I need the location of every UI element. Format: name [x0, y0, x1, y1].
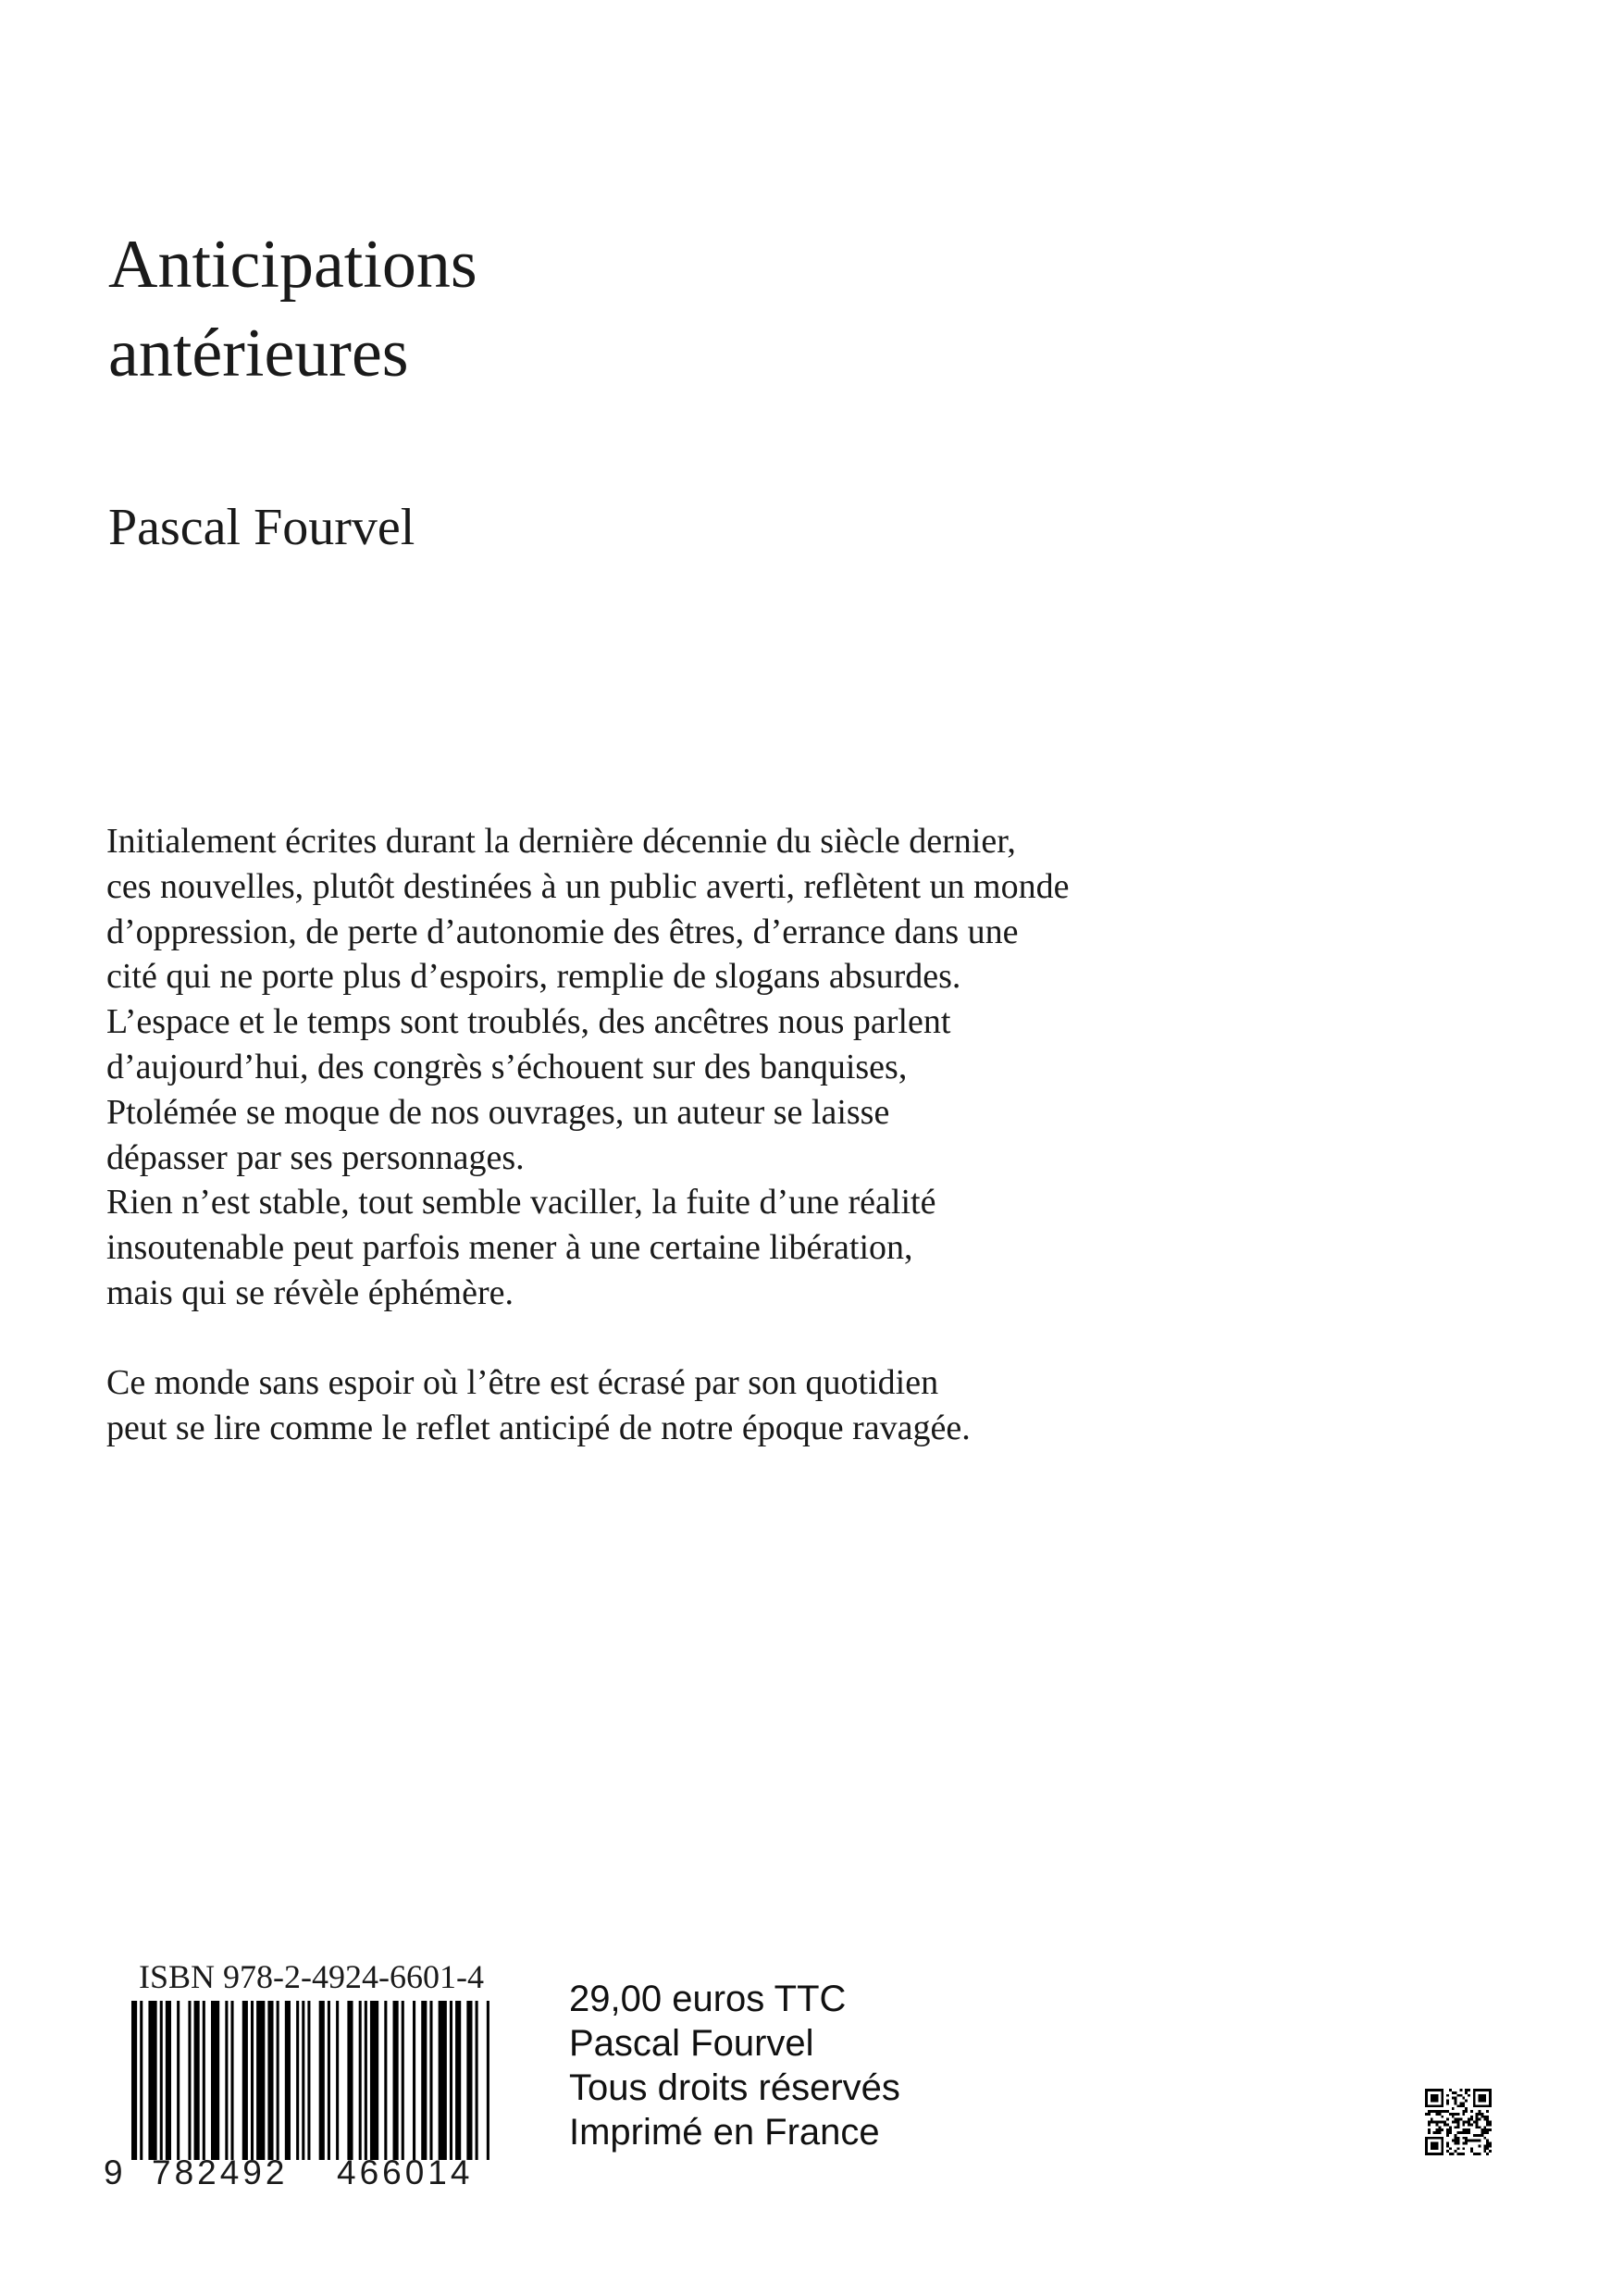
qr-module	[1449, 2147, 1452, 2150]
qr-module	[1428, 2121, 1431, 2124]
barcode-bar	[421, 2001, 427, 2160]
qr-module	[1455, 2126, 1457, 2128]
qr-module	[1457, 2147, 1460, 2150]
qr-module	[1436, 2113, 1439, 2116]
qr-module	[1476, 2140, 1479, 2142]
qr-module	[1465, 2100, 1468, 2103]
barcode-bar	[439, 2001, 447, 2160]
qr-module	[1465, 2137, 1468, 2140]
barcode-bar	[413, 2001, 415, 2160]
qr-module	[1438, 2131, 1441, 2134]
qr-module	[1465, 2142, 1468, 2145]
barcode-bar	[267, 2001, 273, 2160]
qr-module	[1446, 2142, 1449, 2145]
barcode-bars	[131, 2001, 492, 2160]
qr-module	[1479, 2094, 1487, 2103]
barcode-bar	[296, 2001, 299, 2160]
qr-module	[1462, 2131, 1465, 2134]
barcode-bar	[256, 2001, 265, 2160]
qr-module	[1483, 2128, 1486, 2131]
qr-module	[1486, 2147, 1489, 2150]
qr-module	[1486, 2140, 1489, 2142]
qr-module	[1431, 2142, 1439, 2151]
blurb-line: L’espace et le temps sont troublés, des ancêtres nous parlent	[106, 1002, 951, 1042]
qr-module	[1455, 2091, 1457, 2094]
qr-module	[1428, 2128, 1431, 2131]
barcode-bar	[365, 2001, 367, 2160]
qr-module	[1452, 2107, 1455, 2110]
qr-module	[1457, 2094, 1460, 2097]
qr-module	[1452, 2121, 1455, 2124]
barcode-bar	[242, 2001, 248, 2160]
qr-module	[1468, 2131, 1470, 2134]
rights-notice: Tous droits réservés	[569, 2067, 900, 2108]
qr-module	[1476, 2118, 1479, 2121]
qr-module	[1446, 2150, 1449, 2153]
qr-module	[1441, 2121, 1443, 2124]
qr-module	[1457, 2153, 1460, 2155]
author-name: Pascal Fourvel	[108, 499, 415, 556]
qr-module	[1473, 2140, 1476, 2142]
qr-module	[1468, 2128, 1470, 2131]
barcode	[131, 2001, 492, 2160]
qr-module	[1465, 2089, 1468, 2091]
qr-module	[1455, 2113, 1457, 2116]
qr-module	[1449, 2113, 1452, 2116]
qr-module	[1470, 2110, 1473, 2113]
qr-module	[1470, 2116, 1473, 2118]
qr-module	[1457, 2123, 1460, 2126]
barcode-bar	[188, 2001, 191, 2160]
blurb-line: mais qui se révèle éphémère.	[106, 1272, 514, 1312]
price: 29,00 euros TTC	[569, 1979, 847, 2019]
qr-module	[1431, 2118, 1433, 2121]
qr-module	[1481, 2113, 1483, 2116]
barcode-bar	[402, 2001, 404, 2160]
barcode-bar	[160, 2001, 163, 2160]
qr-module	[1446, 2131, 1449, 2134]
qr-module	[1431, 2094, 1439, 2103]
publisher: Pascal Fourvel	[569, 2023, 814, 2064]
qr-module	[1459, 2131, 1462, 2134]
blurb-line: cité qui ne porte plus d’espoirs, remplie de slogans absurdes.	[106, 957, 961, 997]
qr-module	[1455, 2118, 1457, 2121]
qr-module	[1455, 2100, 1457, 2103]
qr-module	[1441, 2116, 1443, 2118]
barcode-bar	[285, 2001, 291, 2160]
barcode-bar	[328, 2001, 330, 2160]
barcode-bar	[455, 2001, 461, 2160]
book-title	[108, 220, 477, 398]
book-title-line-2: antérieures	[108, 316, 409, 391]
qr-module	[1438, 2121, 1441, 2124]
qr-module	[1462, 2110, 1465, 2113]
blurb-line: peut se lire comme le reflet anticipé de notre époque ravagée.	[106, 1408, 971, 1447]
barcode-bar	[487, 2001, 489, 2160]
qr-module	[1455, 2102, 1457, 2104]
barcode-bar	[194, 2001, 200, 2160]
qr-code	[1425, 2089, 1492, 2155]
qr-code-icon	[1425, 2089, 1492, 2155]
qr-module	[1457, 2126, 1460, 2128]
blurb-line: insoutenable peut parfois mener à une certaine libération,	[106, 1228, 913, 1268]
blurb-line: Rien n’est stable, tout semble vaciller, la fuite d’une réalité	[106, 1183, 936, 1222]
qr-module	[1476, 2153, 1479, 2155]
qr-module	[1476, 2126, 1479, 2128]
qr-module	[1457, 2140, 1460, 2142]
qr-module	[1483, 2144, 1486, 2147]
qr-module	[1479, 2144, 1481, 2147]
barcode-bar	[347, 2001, 353, 2160]
qr-module	[1481, 2128, 1483, 2131]
qr-module	[1443, 2110, 1446, 2113]
qr-module	[1462, 2142, 1465, 2145]
qr-module	[1486, 2123, 1489, 2126]
qr-module	[1465, 2140, 1468, 2142]
paragraph-gap	[106, 1316, 1309, 1360]
qr-module	[1479, 2140, 1481, 2142]
qr-module	[1479, 2110, 1481, 2113]
qr-module	[1443, 2121, 1446, 2124]
qr-module	[1486, 2131, 1489, 2134]
qr-module	[1476, 2134, 1479, 2137]
qr-module	[1446, 2118, 1449, 2121]
qr-module	[1486, 2144, 1489, 2147]
qr-module	[1431, 2121, 1433, 2124]
qr-module	[1433, 2121, 1436, 2124]
qr-module	[1459, 2102, 1462, 2104]
qr-module	[1465, 2121, 1468, 2124]
qr-module	[1455, 2140, 1457, 2142]
barcode-bar	[203, 2001, 205, 2160]
qr-module	[1483, 2116, 1486, 2118]
barcode-bar	[336, 2001, 339, 2160]
qr-module	[1470, 2147, 1473, 2150]
qr-module	[1465, 2107, 1468, 2110]
qr-module	[1457, 2104, 1460, 2107]
barcode-bar	[393, 2001, 399, 2160]
qr-module	[1428, 2110, 1431, 2113]
qr-module	[1489, 2150, 1492, 2153]
qr-module	[1457, 2118, 1460, 2121]
barcode-bar	[429, 2001, 432, 2160]
qr-module	[1428, 2131, 1431, 2134]
qr-module	[1473, 2153, 1476, 2155]
blurb-line: Initialement écrites durant la dernière décennie du siècle dernier,	[106, 822, 1016, 861]
qr-module	[1473, 2121, 1476, 2124]
qr-module	[1449, 2131, 1452, 2134]
qr-module	[1425, 2113, 1428, 2116]
qr-module	[1449, 2126, 1452, 2128]
qr-module	[1446, 2123, 1449, 2126]
qr-module	[1449, 2153, 1452, 2155]
qr-module	[1483, 2131, 1486, 2134]
qr-module	[1446, 2110, 1449, 2113]
qr-module	[1446, 2102, 1449, 2104]
qr-module	[1476, 2113, 1479, 2116]
barcode-bar	[277, 2001, 279, 2160]
qr-module	[1438, 2128, 1441, 2131]
barcode-bar	[148, 2001, 156, 2160]
qr-module	[1428, 2123, 1431, 2126]
qr-module	[1486, 2128, 1489, 2131]
qr-module	[1459, 2118, 1462, 2121]
barcode-bar	[177, 2001, 180, 2160]
qr-module	[1489, 2123, 1492, 2126]
qr-module	[1483, 2126, 1486, 2128]
qr-module	[1479, 2126, 1481, 2128]
qr-module	[1489, 2128, 1492, 2131]
qr-module	[1459, 2104, 1462, 2107]
qr-module	[1479, 2153, 1481, 2155]
ean-left-group: 782492	[152, 2153, 289, 2191]
qr-module	[1468, 2121, 1470, 2124]
qr-module	[1436, 2110, 1439, 2113]
qr-module	[1436, 2123, 1439, 2126]
qr-module	[1455, 2142, 1457, 2145]
qr-module	[1455, 2150, 1457, 2153]
qr-module	[1462, 2123, 1465, 2126]
qr-module	[1479, 2118, 1481, 2121]
qr-module	[1459, 2094, 1462, 2097]
qr-module	[1468, 2140, 1470, 2142]
qr-module	[1457, 2142, 1460, 2145]
blurb-line: dépasser par ses personnages.	[106, 1137, 525, 1177]
qr-module	[1433, 2131, 1436, 2134]
book-title-line-1: Anticipations	[108, 227, 477, 303]
barcode-bar	[307, 2001, 310, 2160]
qr-module	[1457, 2113, 1460, 2116]
qr-module	[1452, 2153, 1455, 2155]
qr-module	[1455, 2121, 1457, 2124]
blurb-line: Ptolémée se moque de nos ouvrages, un auteur se laisse	[106, 1092, 890, 1132]
qr-module	[1486, 2153, 1489, 2155]
qr-module	[1438, 2113, 1441, 2116]
qr-module	[1470, 2140, 1473, 2142]
barcode-bar	[251, 2001, 254, 2160]
barcode-bar	[225, 2001, 228, 2160]
qr-module	[1462, 2121, 1465, 2124]
blurb-line: ces nouvelles, plutôt destinées à un public averti, reflètent un monde	[106, 866, 1070, 906]
qr-module	[1446, 2144, 1449, 2147]
barcode-bar	[166, 2001, 171, 2160]
qr-module	[1481, 2134, 1483, 2137]
qr-module	[1446, 2094, 1449, 2097]
qr-module	[1481, 2116, 1483, 2118]
qr-module	[1470, 2118, 1473, 2121]
qr-module	[1443, 2123, 1446, 2126]
qr-module	[1465, 2131, 1468, 2134]
qr-module	[1455, 2097, 1457, 2100]
qr-module	[1468, 2123, 1470, 2126]
barcode-bar	[359, 2001, 362, 2160]
qr-module	[1479, 2134, 1481, 2137]
barcode-bar	[140, 2001, 142, 2160]
printed-in: Imprimé en France	[569, 2112, 880, 2153]
qr-module	[1433, 2110, 1436, 2113]
qr-module	[1479, 2113, 1481, 2116]
qr-module	[1462, 2097, 1465, 2100]
qr-module	[1470, 2123, 1473, 2126]
barcode-bar	[230, 2001, 233, 2160]
qr-module	[1441, 2128, 1443, 2131]
qr-module	[1481, 2131, 1483, 2134]
qr-module	[1476, 2121, 1479, 2124]
qr-module	[1483, 2147, 1486, 2150]
qr-module	[1486, 2121, 1489, 2124]
qr-module	[1465, 2091, 1468, 2094]
qr-module	[1446, 2134, 1449, 2137]
qr-module	[1473, 2134, 1476, 2137]
qr-module	[1462, 2147, 1465, 2150]
blurb-line: d’oppression, de perte d’autonomie des êtres, d’errance dans une	[106, 912, 1019, 951]
isbn-label: ISBN 978-2-4924-6601-4	[139, 1958, 484, 1995]
qr-module	[1428, 2113, 1431, 2116]
qr-module	[1452, 2091, 1455, 2094]
qr-module	[1486, 2142, 1489, 2145]
qr-module	[1489, 2121, 1492, 2124]
qr-module	[1462, 2102, 1465, 2104]
ean-right-group: 466014	[337, 2153, 474, 2191]
imprint-block	[569, 1977, 900, 2154]
qr-module	[1452, 2116, 1455, 2118]
qr-module	[1476, 2123, 1479, 2126]
qr-module	[1431, 2110, 1433, 2113]
qr-module	[1486, 2110, 1489, 2113]
qr-module	[1457, 2131, 1460, 2134]
qr-module	[1457, 2137, 1460, 2140]
qr-module	[1446, 2128, 1449, 2131]
qr-module	[1483, 2150, 1486, 2153]
qr-module	[1483, 2118, 1486, 2121]
qr-module	[1452, 2113, 1455, 2116]
back-cover-blurb	[106, 819, 1309, 1450]
qr-module	[1462, 2128, 1465, 2131]
barcode-bar	[466, 2001, 472, 2160]
barcode-bar	[384, 2001, 387, 2160]
blurb-line: d’aujourd’hui, des congrès s’échouent sur des banquises,	[106, 1047, 908, 1086]
qr-module	[1462, 2153, 1465, 2155]
barcode-bar	[319, 2001, 325, 2160]
qr-module	[1465, 2128, 1468, 2131]
qr-module	[1468, 2118, 1470, 2121]
qr-module	[1459, 2089, 1462, 2091]
qr-module	[1457, 2121, 1460, 2124]
qr-module	[1455, 2134, 1457, 2137]
qr-module	[1486, 2118, 1489, 2121]
blurb-line: Ce monde sans espoir où l’être est écrasé par son quotidien	[106, 1362, 939, 1402]
qr-module	[1449, 2128, 1452, 2131]
qr-module	[1436, 2121, 1439, 2124]
qr-module	[1459, 2153, 1462, 2155]
qr-module	[1438, 2126, 1441, 2128]
qr-module	[1470, 2150, 1473, 2153]
ean-first-digit: 9	[104, 2153, 123, 2191]
qr-module	[1486, 2116, 1489, 2118]
barcode-bar	[302, 2001, 304, 2160]
qr-module	[1468, 2089, 1470, 2091]
qr-module	[1436, 2128, 1439, 2131]
barcode-bar	[131, 2001, 137, 2160]
qr-module	[1455, 2137, 1457, 2140]
qr-module	[1465, 2110, 1468, 2113]
barcode-bar	[211, 2001, 219, 2160]
qr-module	[1476, 2116, 1479, 2118]
qr-module	[1489, 2144, 1492, 2147]
barcode-bar	[370, 2001, 378, 2160]
qr-module	[1468, 2094, 1470, 2097]
barcode-bar	[450, 2001, 452, 2160]
qr-module	[1462, 2137, 1465, 2140]
qr-module	[1438, 2110, 1441, 2113]
qr-module	[1483, 2137, 1486, 2140]
qr-module	[1452, 2140, 1455, 2142]
qr-module	[1462, 2113, 1465, 2116]
qr-module	[1462, 2104, 1465, 2107]
qr-module	[1489, 2142, 1492, 2145]
qr-module	[1446, 2100, 1449, 2103]
qr-module	[1452, 2097, 1455, 2100]
qr-module	[1436, 2131, 1439, 2134]
qr-module	[1449, 2089, 1452, 2091]
qr-module	[1441, 2110, 1443, 2113]
barcode-bar	[476, 2001, 478, 2160]
